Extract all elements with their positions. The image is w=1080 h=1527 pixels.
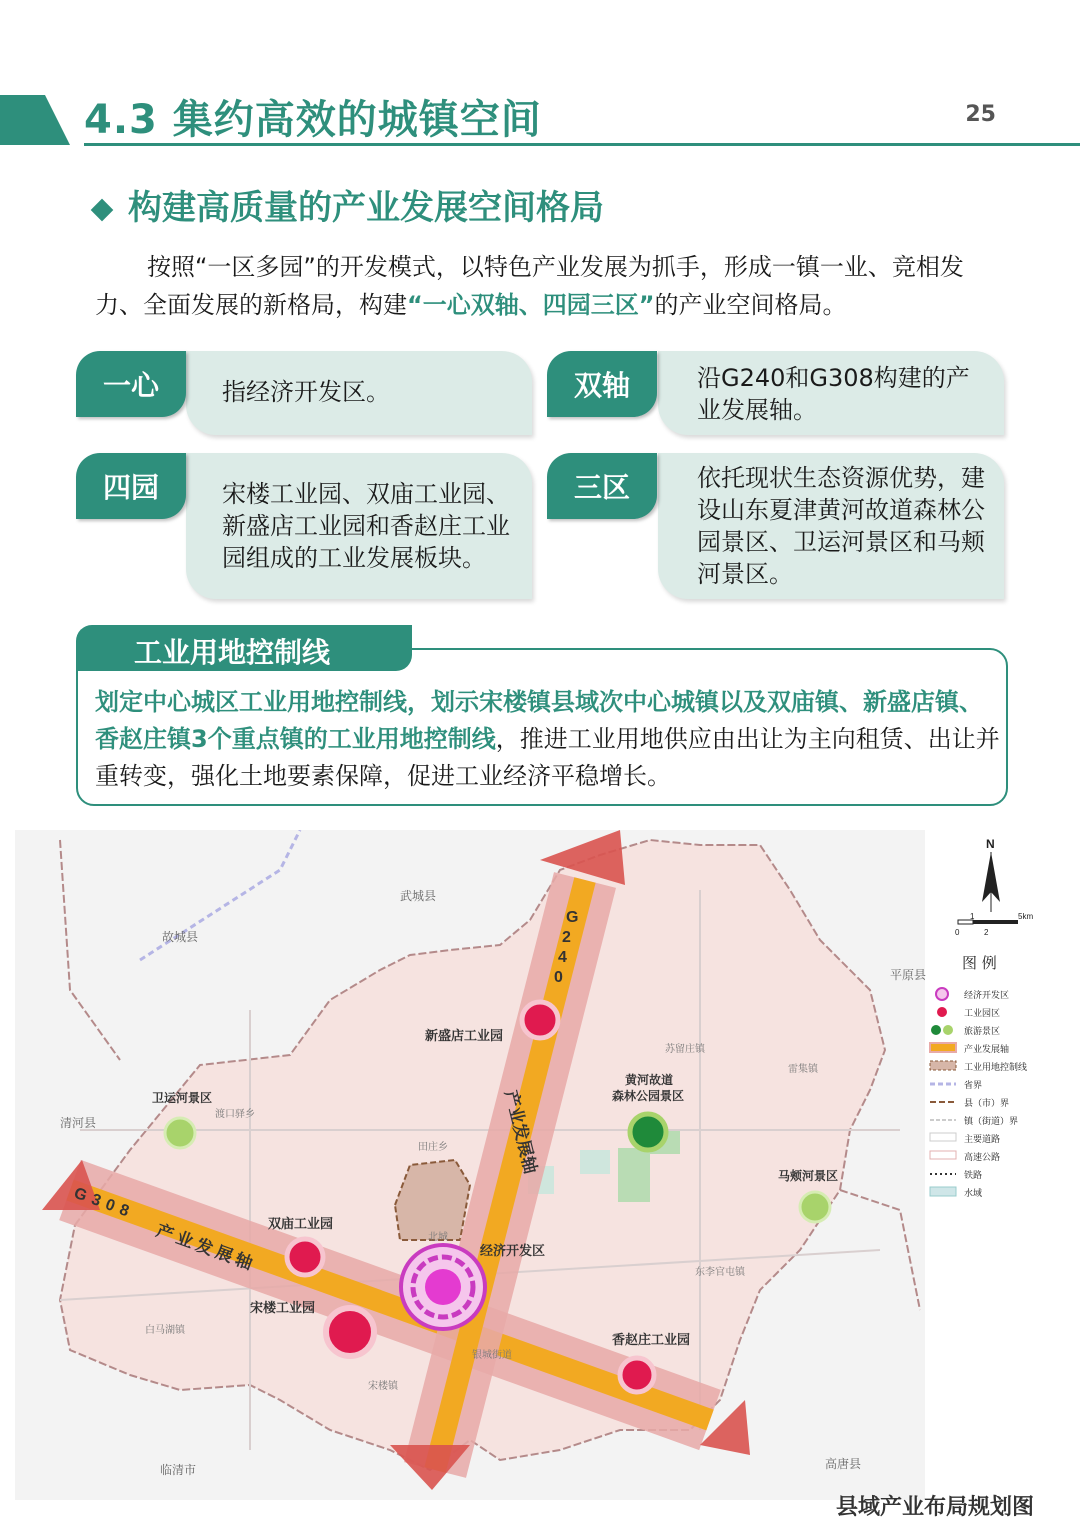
legend-item: 产业发展轴 bbox=[964, 1045, 1010, 1055]
north-label: N bbox=[986, 837, 995, 851]
badge-sanqu: 三区 bbox=[547, 453, 657, 519]
label-songlou: 宋楼工业园 bbox=[250, 1301, 316, 1316]
badge-yixin: 一心 bbox=[76, 351, 186, 417]
intro-highlight: “一心双轴、四园三区” bbox=[407, 291, 655, 319]
label-songlou-town: 宋楼镇 bbox=[368, 1381, 398, 1392]
label-g240-axis-text: 产业发展轴 bbox=[500, 1088, 541, 1176]
subtitle bbox=[88, 180, 604, 229]
label-shuangmiao: 双庙工业园 bbox=[268, 1217, 334, 1232]
control-line-tab-label: 工业用地控制线 bbox=[134, 636, 331, 669]
legend-item: 经济开发区 bbox=[964, 991, 1010, 1001]
legend-item: 高速公路 bbox=[964, 1153, 1001, 1163]
label-g240-g: G bbox=[566, 909, 579, 926]
card-text-yixin: 指经济开发区。 bbox=[222, 378, 390, 406]
scenic-huanghe-marker bbox=[630, 1114, 666, 1150]
legend-item: 镇（街道）界 bbox=[964, 1117, 1019, 1127]
page-number: 25 bbox=[965, 102, 996, 127]
label-xinshengdian: 新盛店工业园 bbox=[425, 1029, 504, 1044]
label-g308-axis-text: 产业发展轴 bbox=[153, 1220, 259, 1276]
label-linqing: 临清市 bbox=[160, 1463, 197, 1477]
legend-item: 工业用地控制线 bbox=[964, 1063, 1028, 1073]
intro-part2: 的产业空间格局。 bbox=[654, 291, 847, 319]
park-xinshengdian-marker bbox=[522, 1002, 558, 1038]
control-line-text bbox=[95, 684, 1000, 795]
label-g240-4: 4 bbox=[558, 949, 567, 966]
intro-paragraph bbox=[95, 248, 1005, 324]
intro-part1: 按照“一区多园”的开发模式，以特色产业发展为抓手，形成一镇一业、竞相发力、全面发展的新格局，构建 bbox=[95, 253, 964, 319]
forest-block bbox=[618, 1148, 650, 1202]
legend-item: 省界 bbox=[964, 1081, 983, 1091]
label-wucheng: 武城县 bbox=[400, 889, 437, 903]
scenic-weiyunhe-marker bbox=[165, 1118, 195, 1148]
legend-item: 县（市）界 bbox=[964, 1099, 1010, 1109]
legend-item: 主要道路 bbox=[964, 1135, 1001, 1145]
label-qinghe: 清河县 bbox=[60, 1116, 97, 1130]
map-caption: 县域产业布局规划图 bbox=[835, 1495, 1034, 1520]
label-sulizhuang: 苏留庄镇 bbox=[665, 1044, 705, 1055]
park-songlou-marker bbox=[326, 1308, 374, 1356]
label-xiangzhaozhuang: 香赵庄工业园 bbox=[612, 1333, 691, 1348]
control-line-highlight: 划定中心城区工业用地控制线，划示宋楼镇县域次中心城镇以及双庙镇、新盛店镇、香赵庄镇3个重点镇的工业用地控制线 bbox=[95, 688, 983, 753]
card-text-siyuan: 宋楼工业园、双庙工业园、新盛店工业园和香赵庄工业园组成的工业发展板块。 bbox=[222, 480, 510, 572]
badge-siyuan: 四园 bbox=[76, 453, 186, 519]
legend-title: 图 例 bbox=[962, 954, 997, 972]
label-tianzhuang: 田庄乡 bbox=[418, 1142, 448, 1153]
section-title: 4.3 集约高效的城镇空间 bbox=[84, 97, 542, 143]
park-xiangzhaozhuang-marker bbox=[620, 1358, 654, 1392]
subtitle-text: 构建高质量的产业发展空间格局 bbox=[128, 188, 604, 228]
label-dukou: 渡口驿乡 bbox=[215, 1109, 255, 1120]
label-huanghe-2: 森林公园景区 bbox=[612, 1089, 685, 1103]
legend-item: 工业园区 bbox=[964, 1009, 1001, 1019]
park-shuangmiao-marker bbox=[287, 1239, 323, 1275]
scenic-majiahe-marker bbox=[800, 1192, 830, 1222]
label-g240-2: 2 bbox=[562, 929, 571, 946]
control-line-rest: ，推进工业用地供应由出让为主向租赁、出让并重转变，强化土地要素保障，促进工业经济平稳增长。 bbox=[95, 725, 1000, 790]
label-leiji: 雷集镇 bbox=[788, 1064, 818, 1075]
label-gaotang: 高唐县 bbox=[825, 1457, 862, 1471]
scale-five: 5km bbox=[1018, 912, 1034, 921]
label-pingyuan: 平原县 bbox=[890, 968, 927, 982]
label-yinchengjie: 银城街道 bbox=[472, 1350, 512, 1361]
label-beicheng: 北城 bbox=[428, 1232, 448, 1243]
water-block bbox=[580, 1150, 610, 1174]
label-gucheng: 故城县 bbox=[162, 930, 199, 944]
header-tab bbox=[0, 95, 70, 145]
label-g240-0: 0 bbox=[554, 969, 563, 986]
legend-item: 铁路 bbox=[964, 1171, 983, 1181]
label-dongligy: 东李官屯镇 bbox=[695, 1267, 745, 1278]
legend-item: 旅游景区 bbox=[964, 1027, 1001, 1037]
economic-zone-center bbox=[425, 1269, 461, 1305]
scale-zero: 0 bbox=[955, 928, 960, 937]
scale-two: 2 bbox=[984, 928, 989, 937]
card-text-sanqu: 依托现状生态资源优势，建设山东夏津黄河故道森林公园景区、卫运河景区和马颊河景区。 bbox=[697, 464, 985, 588]
badge-shuangzhou: 双轴 bbox=[547, 351, 657, 417]
control-line-tab bbox=[76, 625, 412, 671]
label-baimahu: 白马湖镇 bbox=[145, 1325, 185, 1336]
header-rule bbox=[84, 143, 1080, 146]
label-g308: G308 bbox=[71, 1184, 137, 1223]
label-economic-zone: 经济开发区 bbox=[480, 1244, 546, 1259]
label-majiahe: 马颊河景区 bbox=[778, 1169, 839, 1183]
label-huanghe-1: 黄河故道 bbox=[625, 1073, 674, 1087]
card-text-shuangzhou: 沿G240和G308构建的产业发展轴。 bbox=[697, 364, 970, 424]
diamond-icon bbox=[91, 198, 114, 221]
label-weiyunhe: 卫运河景区 bbox=[152, 1091, 213, 1105]
planning-map bbox=[0, 830, 1080, 1510]
scale-one: 1 bbox=[970, 912, 975, 921]
legend-item: 水域 bbox=[964, 1189, 983, 1199]
